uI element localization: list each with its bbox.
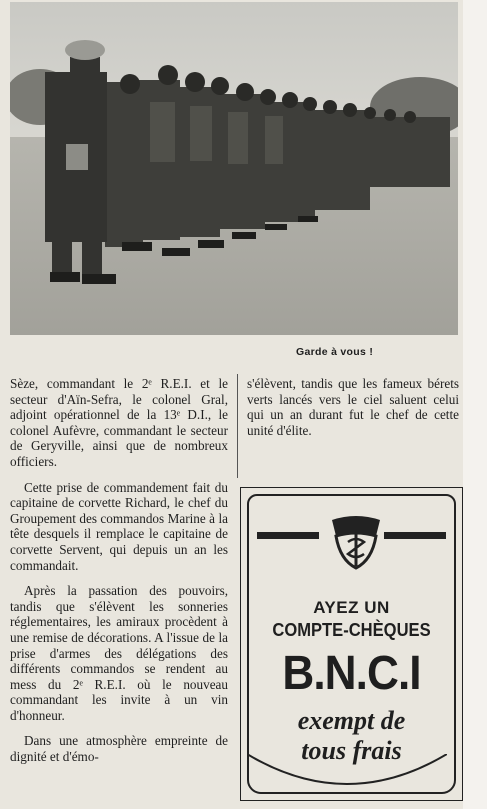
article-paragraph: Sèze, commandant le 2ᵉ R.E.I. et le secteur d'Aïn-Sefra, le colonel Gral, adjoint opérationnel de la 13ᵉ D.I., le colonel Aufèvre, commandant le secteur de Geryville, ainsi que de nombreux officiers. [10, 376, 228, 469]
ad-bar-right [384, 532, 446, 539]
soldiers-photo [10, 2, 458, 335]
article-paragraph: s'élèvent, tandis que les fameux bérets verts lancés vers le ciel saluent celui qui un an durant fut le chef de cette unité d'élite. [247, 376, 459, 438]
caduceus-emblem-icon [324, 514, 388, 570]
ad-brand: B.N.C.I [282, 647, 421, 700]
article-paragraph: Cette prise de commandement fait du capitaine de corvette Richard, le chef du Groupement des commandos Marine à la tête desquels il remplace le capitaine de corvette Servent, qui depuis un an les commandait. [10, 479, 228, 573]
soldiers-photo-image [10, 2, 458, 335]
photo-caption: Garde à vous ! [296, 346, 374, 358]
ad-tagline-2: tous frais [301, 736, 402, 765]
ad-subheadline: COMPTE-CHÈQUES [272, 620, 431, 640]
column-divider [237, 374, 238, 478]
bnci-advertisement [240, 487, 463, 801]
article-paragraph: Dans une atmosphère empreinte de dignité et d'émo- [10, 733, 228, 765]
ad-decorative-arc [247, 754, 447, 794]
article-left-column [10, 376, 228, 775]
page-margin [463, 0, 487, 809]
ad-frame [247, 494, 456, 794]
article-right-column [247, 376, 459, 448]
article-paragraph: Après la passation des pouvoirs, tandis que s'élèvent les sonneries réglementaires, les amiraux procèdent à une remise de décorations. A l'issue de la prise d'armes des délégations des différents commandos se rendent au mess du 2ᵉ R.E.I. où le nouveau commandant les invite à un vin d'honneur. [10, 583, 228, 723]
ad-tagline-1: exempt de [297, 706, 406, 735]
ad-bar-left [257, 532, 319, 539]
ad-headline: AYEZ UN [313, 598, 390, 617]
